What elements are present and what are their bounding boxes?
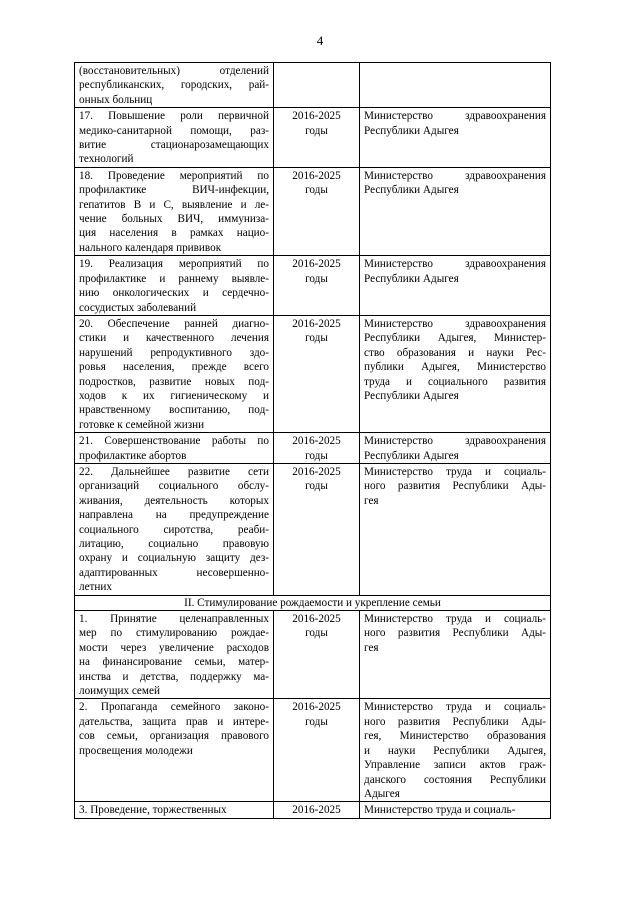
text-line: годы (305, 627, 328, 640)
text-line: Республики Адыгея, Министер- (364, 332, 546, 345)
text-line: республиканских, городских, рай- (79, 79, 269, 92)
program-measures-table (74, 62, 551, 819)
text-line: живания, деятельность которых (79, 494, 269, 507)
text-line: труда и социального развития (364, 375, 546, 388)
text-line: Республики Адыгея (364, 389, 459, 402)
text-line: Министерство здравоохранения (364, 110, 546, 123)
text-line: 2016-2025 (292, 317, 341, 330)
section-header-row (75, 595, 551, 610)
text-line: ство образования и науки Рес- (364, 346, 546, 359)
table-row (75, 167, 551, 255)
text-line: годы (305, 184, 328, 197)
text-line: гепатитов В и С, выявление и ле- (79, 198, 269, 211)
text-line: 2016-2025 (292, 435, 341, 448)
table-row (75, 315, 551, 432)
text-line: онных больниц (79, 93, 153, 106)
text-line: Республики Адыгея (364, 124, 459, 137)
text-line: Министерство труда и социаль- (364, 701, 546, 714)
measure-cell (75, 167, 274, 255)
text-line: ция населения в рамках нацио- (79, 227, 269, 240)
text-line: направлена на предупреждение (79, 509, 269, 522)
years-cell (274, 611, 360, 699)
table-row (75, 256, 551, 316)
years-cell (274, 463, 360, 595)
text-line: дательства, защита прав и интере- (79, 715, 269, 728)
text-line: ного развития Республики Ады- (364, 715, 546, 728)
text-line: Министерство труда и социаль- (364, 613, 546, 626)
text-line: годы (305, 480, 328, 493)
text-line: ровья населения, прежде всего (79, 361, 269, 374)
text-line: организаций социального обслу- (79, 480, 269, 493)
table-body-section-2 (75, 611, 551, 819)
measure-cell (75, 699, 274, 802)
text-line: Адыгея (364, 787, 400, 800)
measure-cell (75, 463, 274, 595)
text-line: (восстановительных) отделений (79, 65, 269, 77)
text-line: социального сиротства, реаби- (79, 523, 269, 536)
text-line: годы (305, 332, 328, 345)
text-line: стики и качественного лечения (79, 332, 269, 345)
text-line: 2016-2025 (292, 701, 341, 714)
text-line: нию онкологических и сердечно- (79, 287, 269, 300)
text-line: профилактике абортов (79, 449, 187, 462)
text-line: Республики Адыгея (364, 272, 459, 285)
responsible-cell (360, 699, 551, 802)
text-line: на финансирование семьи, матер- (79, 656, 269, 669)
text-line: 2016-2025 (292, 613, 341, 626)
text-line: гея, Министерство образования (364, 730, 546, 743)
text-line: Министерство труда и социаль- (364, 804, 516, 817)
measure-cell (75, 256, 274, 316)
text-line: гея (364, 494, 379, 507)
years-cell (274, 256, 360, 316)
text-line: 3. Проведение, торжественных (79, 804, 227, 817)
text-line: годы (305, 715, 328, 728)
text-line: 2016-2025 (292, 110, 341, 123)
responsible-cell (360, 463, 551, 595)
table-row (75, 611, 551, 699)
text-line: 2016-2025 (292, 169, 341, 182)
text-line: Министерство здравоохранения (364, 258, 546, 271)
text-line: ного развития Республики Ады- (364, 480, 546, 493)
responsible-cell (360, 802, 551, 818)
text-line: 2016-2025 (292, 258, 341, 271)
text-line: 21. Совершенствование работы по (79, 435, 269, 448)
text-line: инства и детства, поддержку ма- (79, 670, 269, 683)
years-cell (274, 63, 360, 108)
section-header-body (75, 595, 551, 610)
text-line: 20. Обеспечение ранней диагно- (79, 317, 269, 330)
text-line: просвещения молодежи (79, 744, 193, 757)
text-line: Республики Адыгея (364, 449, 459, 462)
responsible-cell (360, 433, 551, 464)
text-line: 1. Принятие целенаправленных (79, 613, 269, 626)
measure-cell (75, 611, 274, 699)
responsible-cell (360, 611, 551, 699)
text-line: ходов к их гигиеническому и (79, 389, 269, 402)
text-line: годы (305, 124, 328, 137)
text-line: медико-санитарной помощи, раз- (79, 124, 269, 137)
table-row (75, 699, 551, 802)
text-line: публики Адыгея, Министерство (364, 361, 546, 374)
text-line: Управление записи актов граж- (364, 759, 546, 772)
years-cell (274, 802, 360, 818)
text-line: лоимущих семей (79, 685, 160, 698)
text-line: 22. Дальнейшее развитие сети (79, 465, 269, 478)
text-line: технологий (79, 153, 134, 166)
text-line: литацию, социально правовую (79, 538, 269, 550)
text-line: адаптированных несовершенно- (79, 566, 269, 579)
text-line: 2. Пропаганда семейного законо- (79, 701, 269, 714)
text-line: нарушений репродуктивного здо- (79, 346, 269, 359)
table-body-section-1 (75, 63, 551, 596)
text-line: Министерство труда и социаль- (364, 465, 546, 478)
responsible-cell (360, 256, 551, 316)
text-line: охрану и социальную защиту дез- (79, 552, 269, 565)
text-line: профилактике ВИЧ-инфекции, (79, 184, 269, 197)
table-row (75, 63, 551, 108)
table-row (75, 463, 551, 595)
text-line: гея (364, 641, 379, 654)
responsible-cell (360, 167, 551, 255)
text-line: летних (79, 581, 113, 594)
text-line: готовке к семейной жизни (79, 418, 205, 431)
measure-cell (75, 802, 274, 818)
text-line: 19. Реализация мероприятий по (79, 258, 269, 271)
measure-cell (75, 63, 274, 108)
measure-cell (75, 433, 274, 464)
text-line: нравственному воспитанию, под- (79, 404, 269, 417)
text-line: 2016-2025 (292, 804, 341, 817)
table-row (75, 433, 551, 464)
text-line: профилактике и раннему выявле- (79, 272, 269, 285)
responsible-cell (360, 63, 551, 108)
text-line: 2016-2025 (292, 465, 341, 478)
text-line: нального календаря прививок (79, 241, 222, 254)
text-line: Министерство здравоохранения (364, 435, 546, 448)
years-cell (274, 315, 360, 432)
years-cell (274, 433, 360, 464)
measure-cell (75, 108, 274, 168)
text-line: и науки Республики Адыгея, (364, 744, 546, 757)
text-line: мер по стимулированию рождае- (79, 627, 269, 640)
text-line: Министерство здравоохранения (364, 169, 546, 182)
years-cell (274, 699, 360, 802)
text-line: сосудистых заболеваний (79, 301, 197, 314)
text-line: Министерство здравоохранения (364, 317, 546, 330)
text-line: витие стационарозамещающих (79, 139, 269, 152)
measure-cell (75, 315, 274, 432)
table-row (75, 802, 551, 818)
text-line: мости через увеличение расходов (79, 641, 269, 654)
text-line: данского состояния Республики (364, 773, 546, 786)
section-title: II. Стимулирование рождаемости и укрепление семьи (75, 595, 551, 610)
table-row (75, 108, 551, 168)
text-line: 17. Повышение роли первичной (79, 110, 269, 123)
years-cell (274, 167, 360, 255)
responsible-cell (360, 108, 551, 168)
text-line: подростков, развитие новых под- (79, 375, 269, 388)
text-line: 18. Проведение мероприятий по (79, 169, 269, 182)
text-line: сов семьи, организация правового (79, 730, 269, 743)
responsible-cell (360, 315, 551, 432)
text-line: годы (305, 449, 328, 462)
text-line: годы (305, 272, 328, 285)
text-line: ного развития Республики Ады- (364, 627, 546, 640)
text-line: Республики Адыгея (364, 184, 459, 197)
text-line: чение больных ВИЧ, иммуниза- (79, 213, 269, 226)
years-cell (274, 108, 360, 168)
page-number: 4 (316, 33, 324, 48)
